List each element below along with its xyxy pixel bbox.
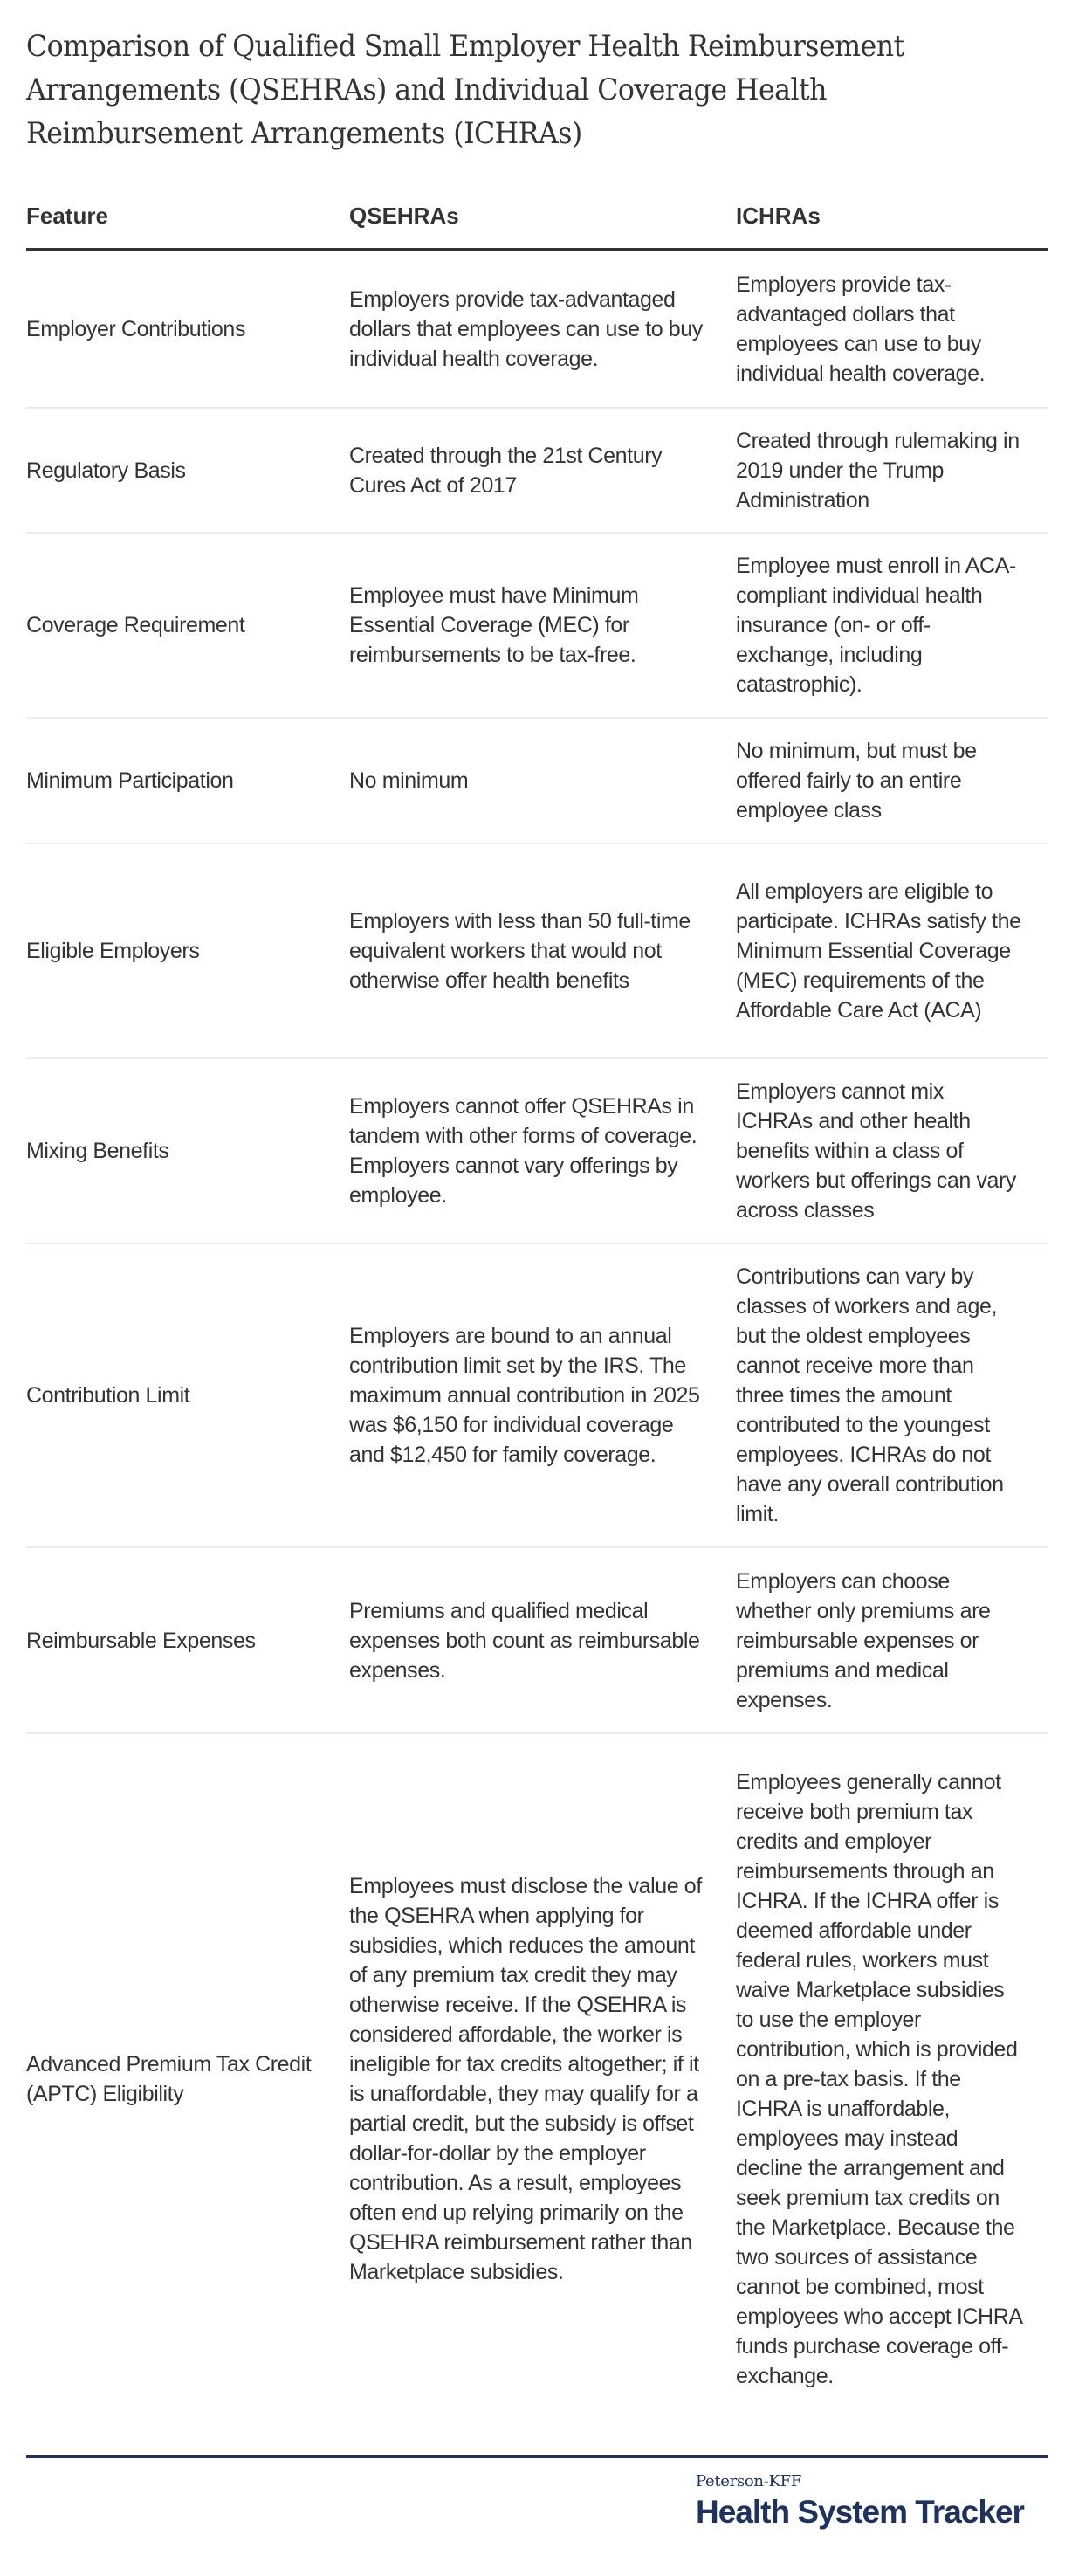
table-row xyxy=(26,1058,1048,1243)
ichra-cell: All employers are eligible to participate. ICHRAs satisfy the Minimum Essential Coverage (MEC) requirements of the Affordable Care Act (ACA) xyxy=(736,844,1048,1058)
qsehra-cell: No minimum xyxy=(349,718,736,844)
table-row xyxy=(26,844,1048,1058)
table-row xyxy=(26,408,1048,533)
ichra-cell: Contributions can vary by classes of workers and age, but the oldest employees cannot receive more than three times the amount contributed to the youngest employees. ICHRAs do not have any overall contribution limit. xyxy=(736,1243,1048,1547)
qsehra-cell: Employers with less than 50 full-time equivalent workers that would not otherwise offer health benefits xyxy=(349,844,736,1058)
feature-cell: Minimum Participation xyxy=(26,718,349,844)
page-title: Comparison of Qualified Small Employer Health Reimbursement Arrangements (QSEHRAs) and Individual Coverage Health Reimbursement Arrangements (ICHRAs) xyxy=(26,29,904,151)
feature-cell: Mixing Benefits xyxy=(26,1058,349,1243)
table-row xyxy=(26,533,1048,718)
ichra-cell: Employers cannot mix ICHRAs and other health benefits within a class of workers but offerings can vary across classes xyxy=(736,1058,1048,1243)
table-row xyxy=(26,250,1048,408)
comparison-table xyxy=(26,183,1048,2423)
qsehra-cell: Employers are bound to an annual contribution limit set by the IRS. The maximum annual contribution in 2025 was $6,150 for individual coverage and $12,450 for family coverage. xyxy=(349,1243,736,1547)
feature-cell: Contribution Limit xyxy=(26,1243,349,1547)
table-header-row xyxy=(26,183,1048,250)
column-header-ichras: ICHRAs xyxy=(736,183,1048,250)
brand-logo xyxy=(696,2473,1024,2531)
ichra-cell: Employers can choose whether only premiums are reimbursable expenses or premiums and medical expenses. xyxy=(736,1547,1048,1733)
feature-cell: Reimbursable Expenses xyxy=(26,1547,349,1733)
feature-cell: Advanced Premium Tax Credit (APTC) Eligibility xyxy=(26,2051,312,2106)
feature-cell: Regulatory Basis xyxy=(26,408,349,533)
table-row xyxy=(26,1733,1048,2423)
qsehra-cell: Employers cannot offer QSEHRAs in tandem with other forms of coverage. Employers cannot vary offerings by employee. xyxy=(349,1058,736,1243)
table-row xyxy=(26,718,1048,844)
column-header-feature: Feature xyxy=(26,183,349,250)
ichra-cell: No minimum, but must be offered fairly to an entire employee class xyxy=(736,718,1048,844)
ichra-cell: Employees generally cannot receive both premium tax credits and employer reimbursements through an ICHRA. If the ICHRA offer is deemed affordable under federal rules, workers must waive Marketplace subsidies to use the employer contribution, which is provided on a pre-tax basis. If the ICHRA is unaffordable, employees may instead decline the arrangement and seek premium tax credits on the Marketplace. Because the two sources of assistance cannot be combined, most employees who accept ICHRA funds purchase coverage off-exchange. xyxy=(736,1769,1022,2388)
brand-subtitle: Peterson-KFF xyxy=(696,2472,802,2490)
qsehra-cell: Employers provide tax-advantaged dollars that employees can use to buy individual health coverage. xyxy=(349,250,736,408)
qsehra-cell: Premiums and qualified medical expenses both count as reimbursable expenses. xyxy=(349,1547,736,1733)
qsehra-cell: Employees must disclose the value of the QSEHRA when applying for subsidies, which reduces the amount of any premium tax credit they may otherwise receive. If the QSEHRA is considered affordable, the worker is ineligible for tax credits altogether; if it is unaffordable, they may qualify for a partial credit, but the subsidy is offset dollar-for-dollar by the employer contribution. As a result, employees often end up relying primarily on the QSEHRA reimbursement rather than Marketplace subsidies. xyxy=(349,1873,702,2284)
column-header-qsehras: QSEHRAs xyxy=(349,183,736,250)
feature-cell: Employer Contributions xyxy=(26,250,349,408)
footer-divider xyxy=(26,2455,1048,2458)
qsehra-cell: Employee must have Minimum Essential Coverage (MEC) for reimbursements to be tax-free. xyxy=(349,533,736,718)
feature-cell: Eligible Employers xyxy=(26,844,349,1058)
feature-cell: Coverage Requirement xyxy=(26,533,349,718)
qsehra-cell: Created through the 21st Century Cures Act of 2017 xyxy=(349,408,736,533)
brand-name: Health System Tracker xyxy=(696,2494,1024,2530)
table-row xyxy=(26,1547,1048,1733)
ichra-cell: Employers provide tax-advantaged dollars that employees can use to buy individual health coverage. xyxy=(736,250,1048,408)
ichra-cell: Employee must enroll in ACA-compliant individual health insurance (on- or off-exchange, including catastrophic). xyxy=(736,533,1048,718)
page-container xyxy=(26,0,1048,2388)
ichra-cell: Created through rulemaking in 2019 under the Trump Administration xyxy=(736,408,1048,533)
table-row xyxy=(26,1243,1048,1547)
